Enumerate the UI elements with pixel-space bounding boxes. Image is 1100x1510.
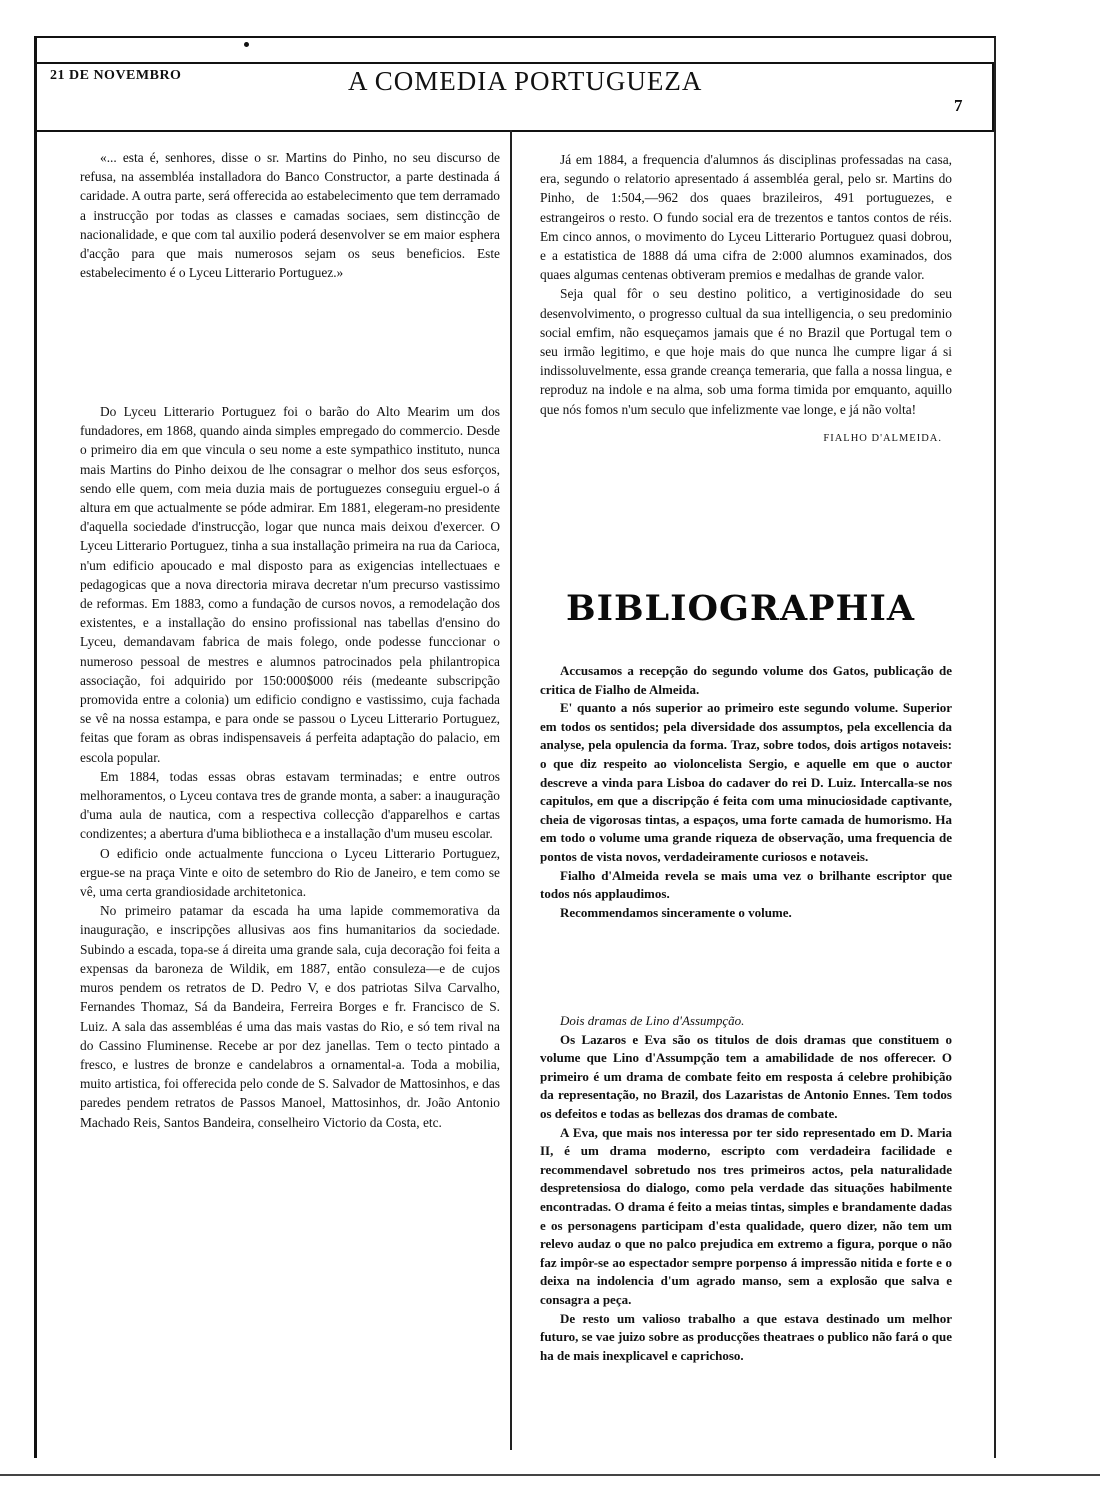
review-paragraph: A Eva, que mais nos interessa por ter sido representado em D. Maria II, é um drama moderno, escripto com verdadeira facilidade e recommendavel sobretudo nos tres primeiros actos, pela naturalidade despretensiosa do dialogo, como pela verdade das situações habilmente encontradas. O drama é feito a meias tintas, simples e brandamente dadas e os personagens participam d'esta qualidade, quero dizer, não tem um relevo audaz o que no palco prejudica em extremo a figura, porque o não faz impôr-se ao espectador sempre porpenso á impressão nitida e forte e o deixa na indolencia d'um agrado manso, sem a explosão que salva e consagra a peça. xyxy=(540,1124,952,1307)
bottom-rule xyxy=(0,1474,1100,1476)
newspaper-title: A COMEDIA PORTUGUEZA xyxy=(348,66,703,96)
review-paragraph: Os Lazaros e Eva são os titulos de dois dramas que constituem o volume que Lino d'Assumpção tem a amabilidade de nos offerecer. O primeiro é um drama de combate feito em resposta á celebre prohibição da representação, no Brazil, dos Lazaristas de Antonio Ennes. Tem todos os defeitos e todas as bellezas dos dramas de combate. xyxy=(540,1031,952,1121)
right-column-article xyxy=(540,150,952,448)
review-paragraph: Accusamos a recepção do segundo volume dos Gatos, publicação de critica de Fialho de Almeida. xyxy=(540,663,952,697)
article-paragraph: Do Lyceu Litterario Portuguez foi o barão do Alto Mearim um dos fundadores, em 1868, quando ainda simples empregado do commercio. Desde o primeiro dia em que vincula o seu nome a este sympathico instituto, nunca mais Martins do Pinho deixou de lhe consagrar o melhor dos seus esforços, sendo elle quem, com meia duzia mais de portuguezes conseguiu erguel-o á altura em que actualmente se póde admirar. Em 1881, elegeram-no presidente d'aquella sociedade d'instrucção, logar que nunca mais deixou d'exercer. O Lyceu Litterario Portuguez, tinha a sua installação primeira na rua da Carioca, n'um edificio apoucado e mal disposto para as exigencias intellectuaes e pedagogicas que a nova directoria mirava decretar n'um precurso vastissimo de reformas. Em 1883, como a fundação de cursos novos, a remodelação dos existentes, e a installação do ensino profissional nas tabellas d'ensino do Lyceu, demandavam fabrica de mais folego, onde podesse funccionar o numeroso pessoal de mestres e alumnos patrocinados pela philantropica associação, foi adquirido por 150:000$000 réis (medeante subscripção promovida entre a colonia) um edificio condigno e vastissimo, cuja fachada se vê na nossa estampa, e para onde se passou o Lyceu Litterario Portuguez, feitas que foram as obras indispensaveis á perfeita adaptação do palacio, em escola popular. xyxy=(80,404,500,765)
page-number: 7 xyxy=(954,96,963,115)
article-paragraph: O edificio onde actualmente funcciona o Lyceu Litterario Portuguez, ergue-se na praça Vinte e oito de setembro do Rio de Janeiro, e tem como se vê, uma certa grandiosidade architetonica. xyxy=(80,845,500,900)
quote-paragraph: «... esta é, senhores, disse o sr. Martins do Pinho, no seu discurso de refusa, na assembléa installadora do Banco Constructor, a parte destinada á caridade. A outra parte, será offerecida ao estabelecimento que tem derramado a instrucção por todas as classes e camadas sociaes, sem distincção de nacionalidade, e que com tal auxilio poderá desenvolver se em maior esphera d'acção para que mais numerosos sejam os seus beneficios. Este estabelecimento é o Lyceu Litterario Portuguez.» xyxy=(80,150,500,281)
review-heading: Dois dramas de Lino d'Assumpção. xyxy=(560,1013,745,1028)
article-paragraph: Em 1884, todas essas obras estavam terminadas; e entre outros melhoramentos, o Lyceu contava tres de grande monta, a saber: a inauguração d'uma aula de nautica, com a respectiva collecção d'apparelhos e cartas condizentes; a abertura d'uma bibliotheca e a installação d'um museu escolar. xyxy=(80,768,500,842)
left-column-article xyxy=(80,402,500,1132)
review-paragraph: De resto um valioso trabalho a que estava destinado um melhor futuro, se vae juizo sobre as producções theatraes o publico não fará o que ha de mais inexplicavel e caprichoso. xyxy=(540,1310,952,1363)
page-header xyxy=(34,62,994,132)
review-paragraph: Recommendamos sinceramente o volume. xyxy=(560,904,792,920)
bibliography-review-dramas xyxy=(540,1012,952,1365)
header-date: 21 DE NOVEMBRO xyxy=(50,68,182,83)
review-paragraph: Fialho d'Almeida revela se mais uma vez o brilhante escriptor que todos nós applaudimos. xyxy=(540,867,952,902)
bibliography-review-gatos xyxy=(540,662,952,922)
review-paragraph: E' quanto a nós superior ao primeiro este segundo volume. Superior em todos os sentidos; pela diversidade dos assumptos, pela excellencia da analyse, pela opulencia da forma. Traz, sobre todos, dois artigos notaveis: o que diz respeito ao violoncelista Sergio, e aquelle em que o auctor descreve a vinda para Lisboa do cadaver do rei D. Luiz. Intercalla-se nos capitulos, em que a discripção é feita com uma minuciosidade captivante, cheia de vigorosas tintas, a espaços, uma forte camada de humorismo. Ha em todo o volume uma grande riqueza de observação, uma frequencia de pontos de vista novos, verdadeiramente curiosos e notaveis. xyxy=(540,700,952,864)
article-paragraph: Seja qual fôr o seu destino politico, a vertiginosidade do seu desenvolvimento, o progresso cultual da sua intelligencia, o seu predominio social emfim, não esqueçamos jamais que é no Brazil que Portugal tem o seu irmão legitimo, e que hoje mais do que nunca lhe cumpre ligar á si indissoluvelmente, essa grande creança temeraria, que falla a nossa lingua, e reproduz na indole e na alma, sob uma forma timida por emquanto, aquillo que nós fomos n'um seculo que infelizmente vae longe, e já não volta! xyxy=(540,286,952,417)
section-title-bibliographia: BIBLIOGRAPHIA xyxy=(566,588,916,629)
article-paragraph: No primeiro patamar da escada ha uma lapide commemorativa da inauguração, e inscripções allusivas aos fins humanitarios da sociedade. Subindo a escada, topa-se á direita uma grande sala, cuja decoração foi feita a expensas da baroneza de Wildik, em 1887, então consuleza—e de cujos muros pendem os retratos de D. Pedro V, e dos patriotas Silva Carvalho, Fernandes Thomaz, Sá da Bandeira, Ferreira Borges e fr. Francisco de S. Luiz. A sala das assembléas é uma das mais vastas do Rio, e só tem rival na do Cassino Fluminense. Recebe ar por dez janellas. Tem o tecto pintado a fresco, e lustres de bronze e candelabros a ornamental-a. Toda a mobilia, muito artistica, foi offerecida pelo conde de S. Salvador de Mattosinhos, e das paredes pendem retratos de Passos Manoel, Mattosinhos, dr. João Antonio Machado Reis, Santos Bandeira, conselheiro Victorio da Costa, etc. xyxy=(80,903,500,1130)
article-paragraph: Já em 1884, a frequencia d'alumnos ás disciplinas professadas na casa, era, segundo o relatorio apresentado á assembléa geral, pelo sr. Martins do Pinho, de 1:504,—962 dos quaes brazileiros, 491 portuguezes, e estrangeiros o resto. O fundo social era de trezentos e tantos contos de réis. Em cinco annos, o movimento do Lyceu Litterario Portuguez quasi dobrou, e a estatistica de 1888 dá uma cifra de 2:000 alumnos examinados, dos quaes algumas centenas obtiveram premios e medalhas de grande valor. xyxy=(540,152,952,283)
column-divider xyxy=(510,130,512,1450)
ink-dot xyxy=(244,42,249,47)
author-signature: FIALHO D'ALMEIDA. xyxy=(823,432,942,444)
left-column-quote xyxy=(80,148,500,282)
